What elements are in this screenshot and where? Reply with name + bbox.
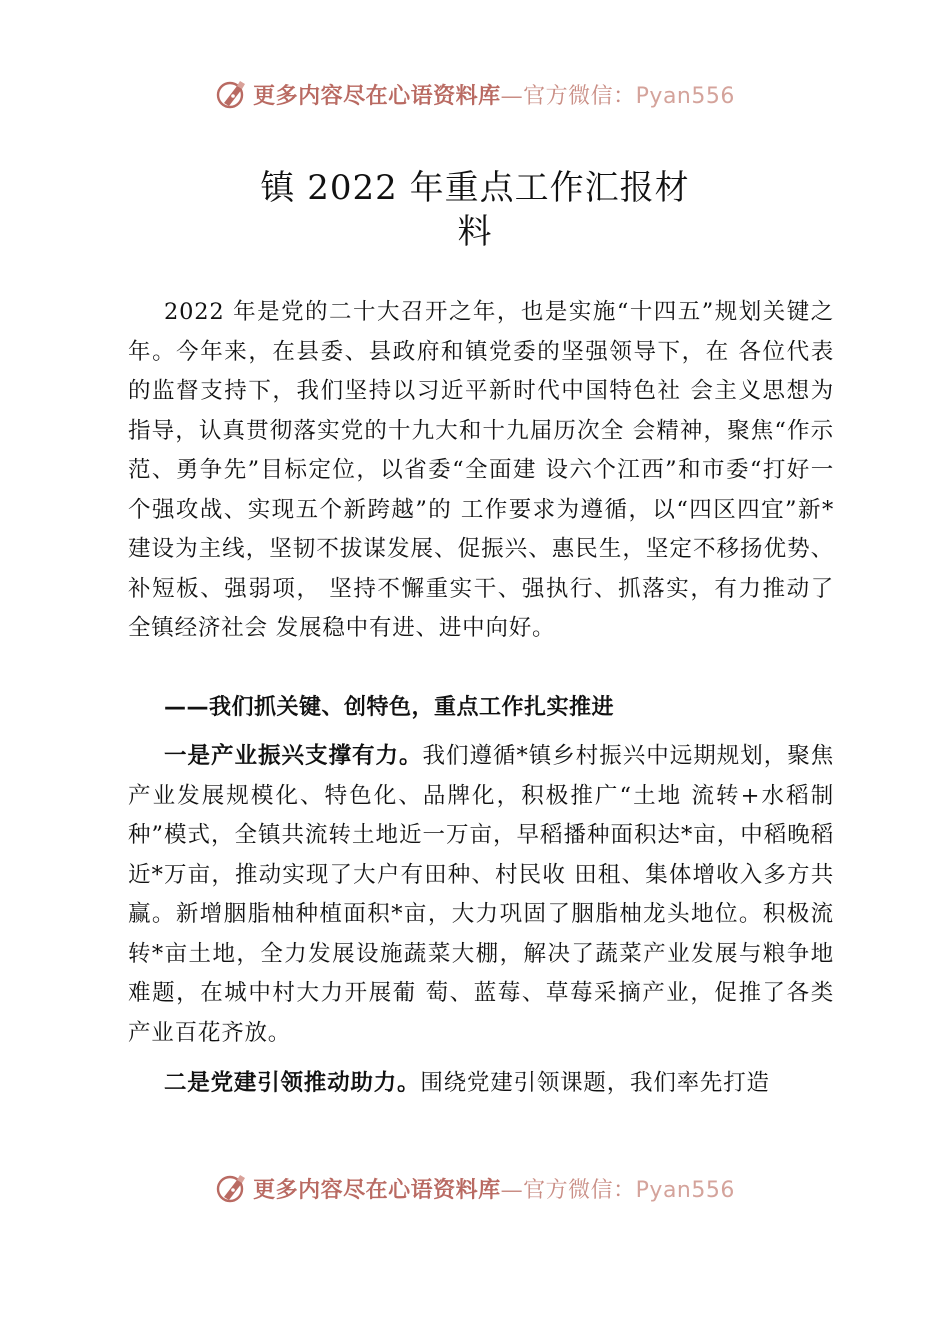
section-heading: ——我们抓关键、创特色，重点工作扎实推进	[164, 695, 615, 720]
item-1-lead: 一是产业振兴支撑有力。	[164, 743, 423, 769]
watermark-text: 更多内容尽在心语资料库—官方微信：Pyan556	[253, 82, 735, 109]
item-1-text: 我们遵循*镇乡村振兴中远期规划，聚焦产业发展规模化、特色化、品牌化，积极推广“土地 流转+水稻制种”模式，全镇共流转土地近一万亩，早稻播种面积达*亩，中稻晚稻近*万亩，推动实现了大户有田种、村民收 田租、集体增收入多方共赢。新增胭脂柚种植面积*亩，大力巩固了胭脂柚龙头地位。积极流转*亩土地，全力发展设施蔬菜大棚，解决了蔬菜产业发展与粮争地难题，在城中村大力开展葡 萄、蓝莓、草莓采摘产业，促推了各类产业百花齐放。	[128, 743, 834, 1046]
pen-nib-logo-icon	[215, 77, 249, 111]
pen-nib-logo-icon	[215, 1171, 249, 1205]
header-watermark	[0, 74, 950, 114]
title-line-2: 料	[457, 212, 493, 252]
footer-watermark	[0, 1168, 950, 1208]
item-2-lead: 二是党建引领推动助力。	[164, 1070, 421, 1096]
item-2-text: 围绕党建引领课题，我们率先打造	[420, 1070, 770, 1096]
watermark-text: 更多内容尽在心语资料库—官方微信：Pyan556	[253, 1176, 735, 1203]
intro-paragraph: 2022 年是党的二十大召开之年，也是实施“十四五”规划关键之年。今年来，在县委、县政府和镇党委的坚强领导下，在 各位代表的监督支持下，我们坚持以习近平新时代中国特色社 会主义思想为指导，认真贯彻落实党的十九大和十九届历次全 会精神，聚焦“作示范、勇争先”目标定位，以省委“全面建 设六个江西”和市委“打好一个强攻战、实现五个新跨越”的 工作要求为遵循，以“四区四宜”新*建设为主线，坚韧不拔谋发展、促振兴、惠民生，坚定不移扬优势、补短板、强弱项， 坚持不懈重实干、强执行、抓落实，有力推动了全镇经济社会 发展稳中有进、进中向好。	[128, 299, 834, 641]
item-2-paragraph	[128, 1064, 834, 1104]
title-line-1: 镇 2022 年重点工作汇报材	[260, 168, 690, 208]
item-1-paragraph	[128, 737, 834, 1053]
document-title	[0, 166, 950, 254]
